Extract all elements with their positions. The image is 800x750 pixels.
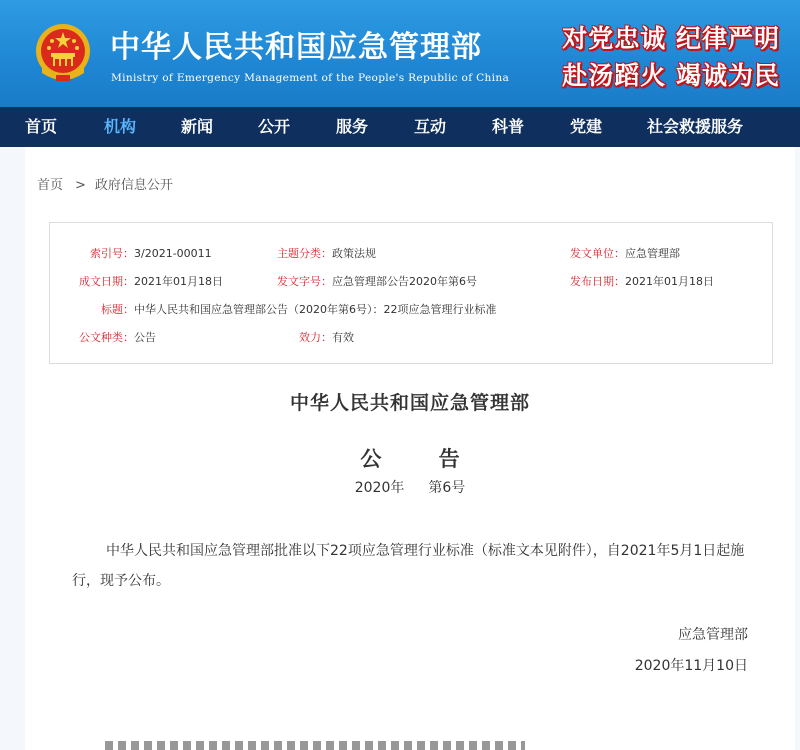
meta-issuer [570, 245, 680, 261]
nav-item-disclosure[interactable]: 公开 [258, 117, 291, 136]
meta-kind [79, 329, 156, 345]
document-signature-date: 2020年11月10日 [634, 658, 748, 674]
meta-docno-value: 应急管理部公告2020年第6号 [332, 275, 477, 288]
meta-validity-value: 有效 [332, 331, 354, 344]
meta-published-value: 2021年01月18日 [625, 275, 714, 288]
nav-item-home[interactable]: 首页 [25, 117, 58, 136]
breadcrumb-home-link[interactable]: 首页 [37, 178, 64, 193]
main-nav [0, 107, 800, 147]
meta-topic-value: 政策法规 [332, 247, 376, 260]
meta-topic-label: 主题分类： [277, 247, 332, 260]
document-serial: 第6号 [428, 480, 466, 496]
nav-item-news[interactable]: 新闻 [181, 117, 214, 136]
nav-item-rescue-services[interactable]: 社会救援服务 [647, 117, 744, 136]
meta-kind-value: 公告 [134, 331, 156, 344]
breadcrumb [37, 174, 173, 193]
nav-item-science[interactable]: 科普 [492, 117, 525, 136]
meta-docno [277, 273, 477, 289]
document-year: 2020年 [354, 480, 405, 496]
meta-created-value: 2021年01月18日 [134, 275, 223, 288]
document-issuing-org: 中华人民共和国应急管理部 [289, 392, 530, 414]
meta-title-value: 中华人民共和国应急管理部公告（2020年第6号）：22项应急管理行业标准 [134, 303, 497, 316]
site-header [0, 0, 800, 107]
meta-title-label: 标题： [101, 303, 134, 316]
document-number [25, 477, 795, 497]
meta-index [90, 245, 212, 261]
content-panel [25, 147, 795, 750]
nav-item-interaction[interactable]: 互动 [414, 117, 447, 136]
meta-created [79, 273, 223, 289]
document-body: 中华人民共和国应急管理部批准以下22项应急管理行业标准（标准文本见附件），自2021年5月1日起施行，现予公布。 [72, 543, 745, 589]
meta-docno-label: 发文字号： [277, 275, 332, 288]
meta-issuer-value: 应急管理部 [625, 247, 680, 260]
meta-published [570, 273, 714, 289]
motto-line-1: 对党忠诚 纪律严明 [562, 24, 780, 53]
meta-title [101, 301, 497, 317]
document-signature-org: 应急管理部 [678, 627, 748, 643]
document-type-char-1: 公 [360, 447, 382, 471]
meta-kind-label: 公文种类： [79, 331, 134, 344]
meta-validity-label: 效力： [299, 331, 332, 344]
document-type-char-2: 告 [438, 447, 460, 471]
site-title[interactable]: 中华人民共和国应急管理部 [110, 30, 482, 65]
nav-item-party[interactable]: 党建 [570, 117, 603, 136]
national-emblem-icon[interactable] [34, 21, 92, 85]
breadcrumb-separator: > [75, 178, 86, 193]
site-subtitle: Ministry of Emergency Management of the People's Republic of China [111, 72, 510, 84]
meta-created-label: 成文日期： [79, 275, 134, 288]
meta-published-label: 发布日期： [570, 275, 625, 288]
meta-validity [299, 329, 354, 345]
meta-index-label: 索引号： [90, 247, 134, 260]
meta-index-value: 3/2021-00011 [134, 247, 212, 260]
cropped-text-line [105, 741, 525, 750]
breadcrumb-current-link[interactable]: 政府信息公开 [94, 178, 173, 193]
nav-item-services[interactable]: 服务 [336, 117, 369, 136]
meta-issuer-label: 发文单位： [570, 247, 625, 260]
meta-topic [277, 245, 376, 261]
motto-line-2: 赴汤蹈火 竭诚为民 [562, 61, 780, 90]
nav-item-institutions[interactable]: 机构 [104, 117, 137, 136]
document-meta-box [49, 222, 773, 364]
document-type-heading [25, 443, 795, 473]
